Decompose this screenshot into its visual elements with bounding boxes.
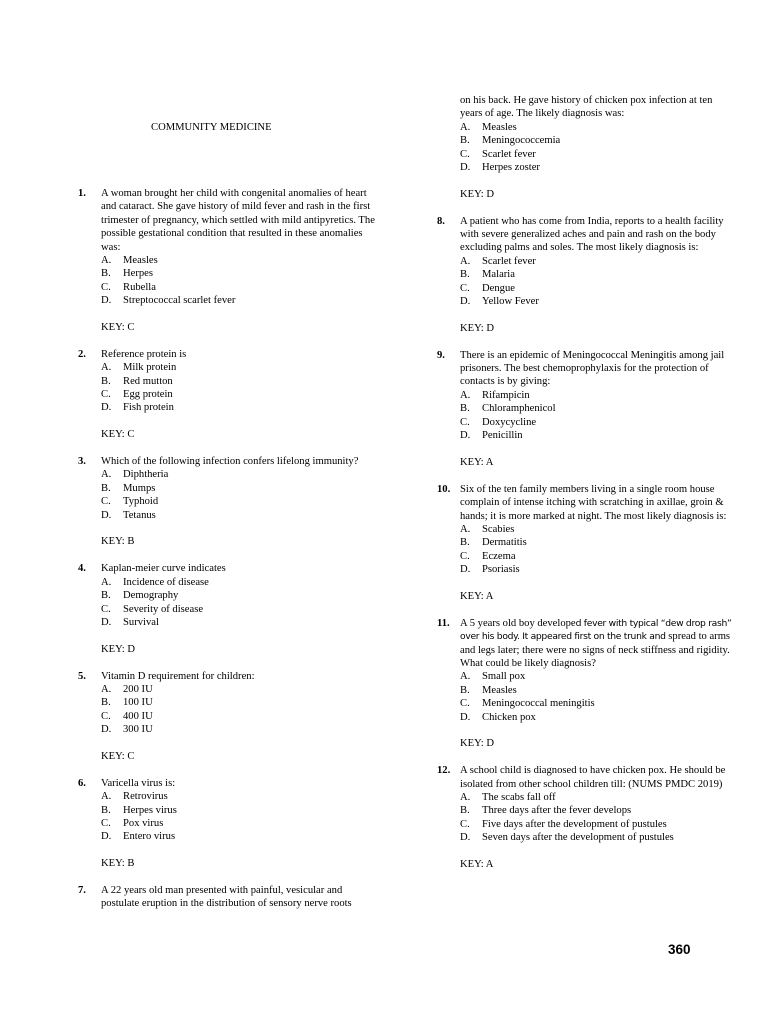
question-text: Reference protein is	[101, 348, 187, 360]
option-text: Rubella	[123, 281, 156, 293]
question-number: 12.	[437, 765, 451, 777]
option	[460, 389, 737, 402]
option-text: Scarlet fever	[482, 148, 536, 160]
option-text: Fish protein	[123, 402, 174, 414]
option-letter: C.	[101, 710, 111, 722]
option	[460, 295, 737, 308]
option-letter: A.	[460, 791, 471, 803]
answer-key: KEY: D	[460, 738, 495, 750]
option-text: Herpes virus	[123, 804, 177, 816]
option-letter: A.	[460, 121, 471, 133]
question-12	[437, 764, 737, 871]
option-text: 300 IU	[123, 724, 153, 736]
option-text: The scabs fall off	[482, 791, 556, 803]
option-text: Doxycycline	[482, 416, 537, 428]
option-text: Entero virus	[123, 831, 176, 843]
question-7	[78, 884, 378, 911]
option	[460, 804, 737, 817]
option-letter: D.	[101, 402, 112, 414]
option-letter: D.	[460, 564, 471, 576]
question-text-part: spread to arms and legs later; there were no signs of neck stiffness and rigidity. What could be likely diagnosis?	[460, 631, 731, 669]
question-1	[78, 187, 378, 334]
option-letter: B.	[460, 537, 470, 549]
option-text: Herpes	[123, 268, 154, 280]
question-text-continued: on his back. He gave history of chicken pox infection at ten years of age. The likely diagnosis was:	[460, 95, 713, 120]
option-text: 200 IU	[123, 683, 153, 695]
option-text: Tetanus	[123, 509, 156, 521]
question-text-part: A 5 years old boy develope	[460, 617, 576, 629]
question-text: Kaplan-meier curve indicates	[101, 563, 226, 575]
page-number: 360	[668, 942, 691, 957]
question-text: Six of the ten family members living in a single room house complain of intense itching with scratching in axillae, groin & hands; it is more marked at night. The most likely diagnosis is:	[460, 483, 727, 522]
option-text: Three days after the fever develops	[482, 805, 632, 817]
option-text: Small pox	[482, 671, 526, 683]
option-text: Incidence of disease	[123, 576, 209, 588]
option-letter: D.	[460, 832, 471, 844]
answer-key: KEY: C	[101, 322, 135, 334]
option	[460, 563, 737, 576]
question-8	[437, 215, 737, 336]
option-letter: D.	[101, 724, 112, 736]
option	[460, 711, 737, 724]
option	[101, 603, 378, 616]
option	[101, 817, 378, 830]
question-number: 3.	[78, 456, 86, 468]
option-text: Scabies	[482, 523, 515, 535]
option-letter: B.	[460, 684, 470, 696]
option-letter: B.	[460, 269, 470, 281]
option-text: Red mutton	[123, 375, 173, 387]
question-4	[78, 562, 378, 656]
answer-key: KEY: D	[101, 643, 136, 655]
option-letter: C.	[460, 282, 470, 294]
option	[460, 670, 737, 683]
option-text: Streptococcal scarlet fever	[123, 295, 236, 307]
option-letter: C.	[101, 389, 111, 401]
option-letter: B.	[460, 403, 470, 415]
option-text: Malaria	[482, 269, 515, 281]
answer-key: KEY: D	[460, 322, 495, 334]
option-text: Demography	[123, 590, 179, 602]
option-text: Meningococcal meningitis	[482, 698, 595, 710]
option-text: Severity of disease	[123, 603, 204, 615]
option-text: Measles	[482, 684, 517, 696]
option-text: Meningococcemia	[482, 135, 561, 147]
option-text: Dermatitis	[482, 537, 527, 549]
question-text: Which of the following infection confers lifelong immunity?	[101, 456, 359, 468]
question-3	[78, 455, 378, 549]
option	[460, 550, 737, 563]
option-text: 100 IU	[123, 697, 153, 709]
option	[101, 723, 378, 736]
option-letter: A.	[101, 362, 112, 374]
option-text: Scarlet fever	[482, 255, 536, 267]
option	[460, 121, 737, 134]
option-letter: A.	[101, 255, 112, 267]
option-letter: C.	[460, 148, 470, 160]
question-text: Vitamin D requirement for children:	[101, 670, 255, 682]
option-text: Dengue	[482, 282, 515, 294]
question-number: 6.	[78, 777, 86, 789]
question-number: 2.	[78, 348, 86, 360]
option	[101, 683, 378, 696]
option	[101, 790, 378, 803]
option-letter: D.	[460, 296, 471, 308]
option-letter: C.	[101, 817, 111, 829]
option	[460, 268, 737, 281]
option	[460, 148, 737, 161]
option	[460, 536, 737, 549]
option	[101, 495, 378, 508]
answer-key: KEY: A	[460, 456, 494, 468]
option-text: Seven days after the development of pustules	[482, 832, 674, 844]
question-6	[78, 777, 378, 871]
answer-key: KEY: B	[101, 536, 135, 548]
option-text: Typhoid	[123, 496, 159, 508]
question-number: 4.	[78, 563, 86, 575]
option-letter: D.	[460, 430, 471, 442]
question-text: Varicella virus is:	[101, 777, 176, 789]
option-letter: C.	[460, 698, 470, 710]
option	[460, 697, 737, 710]
right-column	[437, 94, 737, 871]
option-letter: A.	[101, 576, 112, 588]
option	[460, 429, 737, 442]
option	[460, 416, 737, 429]
option	[460, 161, 737, 174]
option-letter: A.	[460, 389, 471, 401]
option-text: Chicken pox	[482, 711, 536, 723]
option	[101, 388, 378, 401]
question-number: 5.	[78, 670, 86, 682]
option-text: Retrovirus	[123, 791, 168, 803]
option	[101, 254, 378, 267]
question-text: There is an epidemic of Meningococcal Meningitis among jail prisoners. The best chemoprophylaxis for the protection of contacts is by giving:	[460, 349, 725, 388]
option-letter: D.	[460, 711, 471, 723]
option	[460, 282, 737, 295]
question-text: A patient who has come from India, reports to a health facility with severe generalized aches and pain and rash on the body excluding palms and soles. The most likely diagnosis is:	[460, 215, 724, 254]
option	[101, 616, 378, 629]
option-text: Measles	[482, 121, 517, 133]
answer-key: KEY: C	[101, 429, 135, 441]
question-number: 9.	[437, 349, 445, 361]
option-text: Pox virus	[123, 817, 164, 829]
question-number: 8.	[437, 215, 445, 227]
option	[101, 281, 378, 294]
option-text: Egg protein	[123, 389, 173, 401]
option	[460, 134, 737, 147]
option-letter: A.	[460, 523, 471, 535]
option-text: Eczema	[482, 550, 516, 562]
option-letter: A.	[101, 683, 112, 695]
option-letter: C.	[101, 496, 111, 508]
option-letter: C.	[460, 818, 470, 830]
option	[101, 375, 378, 388]
option-text: Mumps	[123, 482, 156, 494]
question-5	[78, 670, 378, 764]
option-text: Herpes zoster	[482, 162, 540, 174]
answer-key: KEY: A	[460, 858, 494, 870]
option	[101, 710, 378, 723]
question-number: 7.	[78, 884, 86, 896]
option-letter: D.	[460, 162, 471, 174]
option	[460, 791, 737, 804]
question-text: A woman brought her child with congenital anomalies of heart and cataract. She gave history of mild fever and rash in the first trimester of pregnancy, which settled with mild antipyretics. The possible gestational condition that resulted in these anomalies was:	[101, 188, 375, 253]
option-text: Milk protein	[123, 362, 177, 374]
question-text: A 22 years old man presented with painful, vesicular and postulate eruption in the distribution of sensory nerve roots	[101, 884, 352, 910]
option-text: Penicillin	[482, 430, 523, 442]
option-letter: B.	[101, 268, 111, 280]
option-letter: C.	[460, 550, 470, 562]
question-text: A school child is diagnosed to have chicken pox. He should be isolated from other school children till: (NUMS PMDC 2019)	[460, 765, 726, 790]
option-letter: B.	[101, 482, 111, 494]
option-letter: A.	[101, 469, 112, 481]
option-text: Survival	[123, 616, 159, 628]
option-letter: B.	[101, 375, 111, 387]
question-number: 11.	[437, 617, 450, 629]
option	[460, 402, 737, 415]
option	[460, 818, 737, 831]
option-text: Chloramphenicol	[482, 403, 556, 415]
option	[460, 523, 737, 536]
option-text: Rifampicin	[482, 389, 530, 401]
question-text-part-handwritten-font: d fever with typical “dew drop rash” over his body. It appeared first on the trunk and	[460, 617, 732, 643]
option-text: Measles	[123, 255, 158, 267]
option-letter: B.	[460, 135, 470, 147]
option	[101, 830, 378, 843]
option-letter: C.	[101, 281, 111, 293]
option	[101, 696, 378, 709]
option	[460, 255, 737, 268]
option-letter: D.	[101, 616, 112, 628]
option-text: 400 IU	[123, 710, 153, 722]
option	[101, 509, 378, 522]
answer-key: KEY: B	[101, 858, 135, 870]
option-letter: A.	[460, 255, 471, 267]
answer-key: KEY: A	[460, 590, 494, 602]
option	[101, 804, 378, 817]
option-letter: A.	[101, 791, 112, 803]
option-letter: B.	[460, 805, 470, 817]
option	[460, 684, 737, 697]
question-7-continuation	[437, 94, 737, 201]
option-letter: D.	[101, 295, 112, 307]
option	[101, 468, 378, 481]
question-9	[437, 349, 737, 470]
option	[101, 294, 378, 307]
option-letter: D.	[101, 831, 112, 843]
option-text: Five days after the development of pustules	[482, 818, 667, 830]
option-text: Yellow Fever	[482, 296, 539, 308]
left-column	[78, 187, 378, 911]
answer-key: KEY: D	[460, 188, 495, 200]
option	[101, 576, 378, 589]
option-letter: C.	[101, 603, 111, 615]
option	[101, 589, 378, 602]
answer-key: KEY: C	[101, 750, 135, 762]
option	[101, 267, 378, 280]
option-letter: C.	[460, 416, 470, 428]
option-letter: A.	[460, 671, 471, 683]
option	[101, 401, 378, 414]
question-2	[78, 348, 378, 442]
question-text	[460, 617, 737, 671]
option	[101, 361, 378, 374]
question-11	[437, 617, 737, 751]
option-letter: B.	[101, 590, 111, 602]
question-10	[437, 483, 737, 604]
option	[460, 831, 737, 844]
option-letter: B.	[101, 804, 111, 816]
option-letter: B.	[101, 697, 111, 709]
question-number: 10.	[437, 483, 451, 495]
option-text: Diphtheria	[123, 469, 169, 481]
document-title: COMMUNITY MEDICINE	[151, 122, 272, 133]
question-number: 1.	[78, 188, 86, 199]
option-letter: D.	[101, 509, 112, 521]
option	[101, 482, 378, 495]
option-text: Psoriasis	[482, 564, 520, 576]
